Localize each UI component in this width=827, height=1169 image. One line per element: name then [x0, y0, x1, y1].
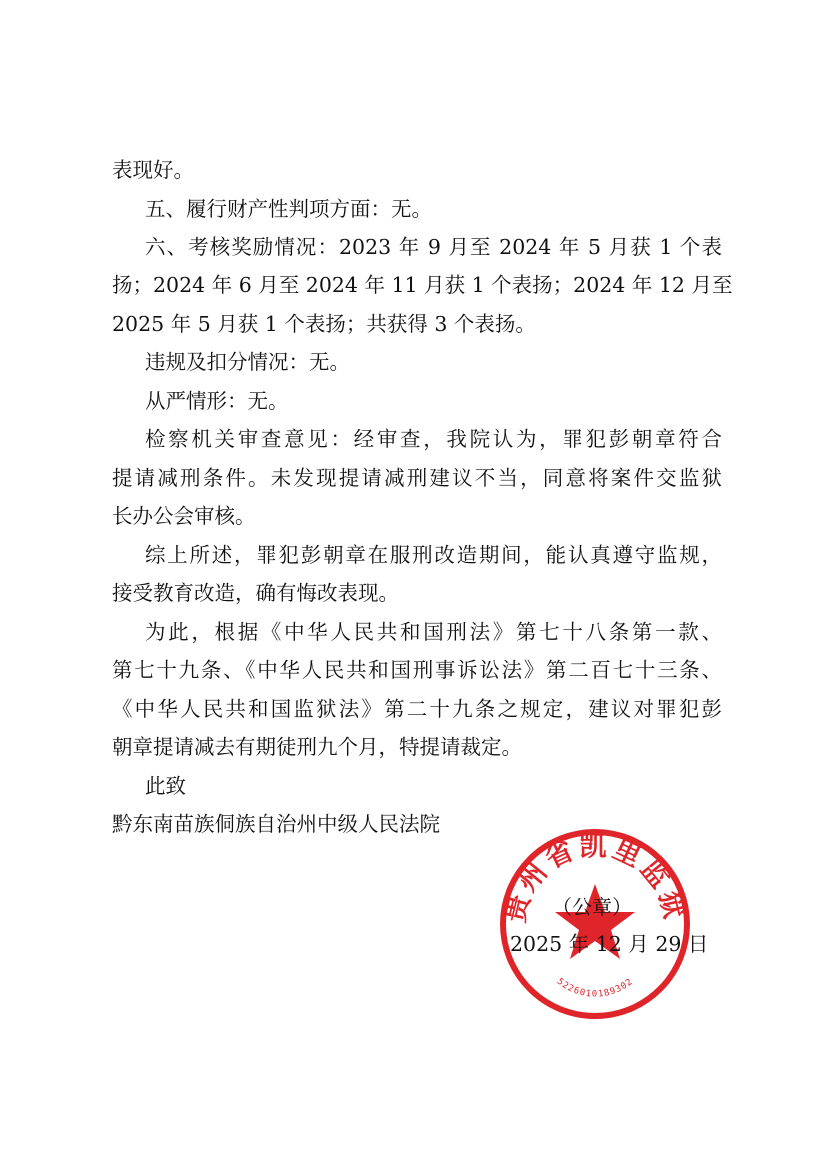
text-line: 《中华人民共和国监狱法》第二十九条之规定，建议对罪犯彭	[112, 697, 722, 721]
text-line: 综上所述，罪犯彭朝章在服刑改造期间，能认真遵守监规，	[145, 543, 722, 567]
seal-label: （公章）	[552, 895, 632, 919]
text-line: 提请减刑条件。未发现提请减刑建议不当，同意将案件交监狱	[112, 466, 722, 490]
text-line: 表现好。	[112, 158, 194, 182]
addressee: 黔东南苗族侗族自治州中级人民法院	[112, 812, 440, 836]
text-line: 六、考核奖励情况：2023 年 9 月至 2024 年 5 月获 1 个表	[145, 235, 722, 259]
text-line: 五、履行财产性判项方面：无。	[145, 197, 432, 221]
salutation: 此致	[145, 774, 186, 798]
document-date: 2025 年 12 月 29 日	[510, 932, 709, 956]
text-line: 接受教育改造，确有悔改表现。	[112, 581, 399, 605]
text-line: 第七十九条、《中华人民共和国刑事诉讼法》第二百七十三条、	[112, 658, 722, 682]
text-line: 长办公会审核。	[112, 504, 256, 528]
official-seal	[497, 826, 693, 1022]
seal-graphic	[497, 826, 693, 1022]
text-line: 检察机关审查意见：经审查，我院认为，罪犯彭朝章符合	[145, 427, 722, 451]
text-line: 从严情形：无。	[145, 389, 289, 413]
text-line: 2025 年 5 月获 1 个表扬；共获得 3 个表扬。	[112, 312, 536, 336]
seal-arc-text: 贵州省凯里监狱	[499, 831, 691, 926]
text-line: 朝章提请减去有期徒刑九个月，特提请裁定。	[112, 735, 522, 759]
text-line: 为此，根据《中华人民共和国刑法》第七十八条第一款、	[145, 620, 722, 644]
text-line: 扬；2024 年 6 月至 2024 年 11 月获 1 个表扬；2024 年 12 月至	[112, 273, 733, 297]
text-line: 违规及扣分情况：无。	[145, 350, 350, 374]
seal-serial: 5226010189302	[554, 976, 636, 1000]
